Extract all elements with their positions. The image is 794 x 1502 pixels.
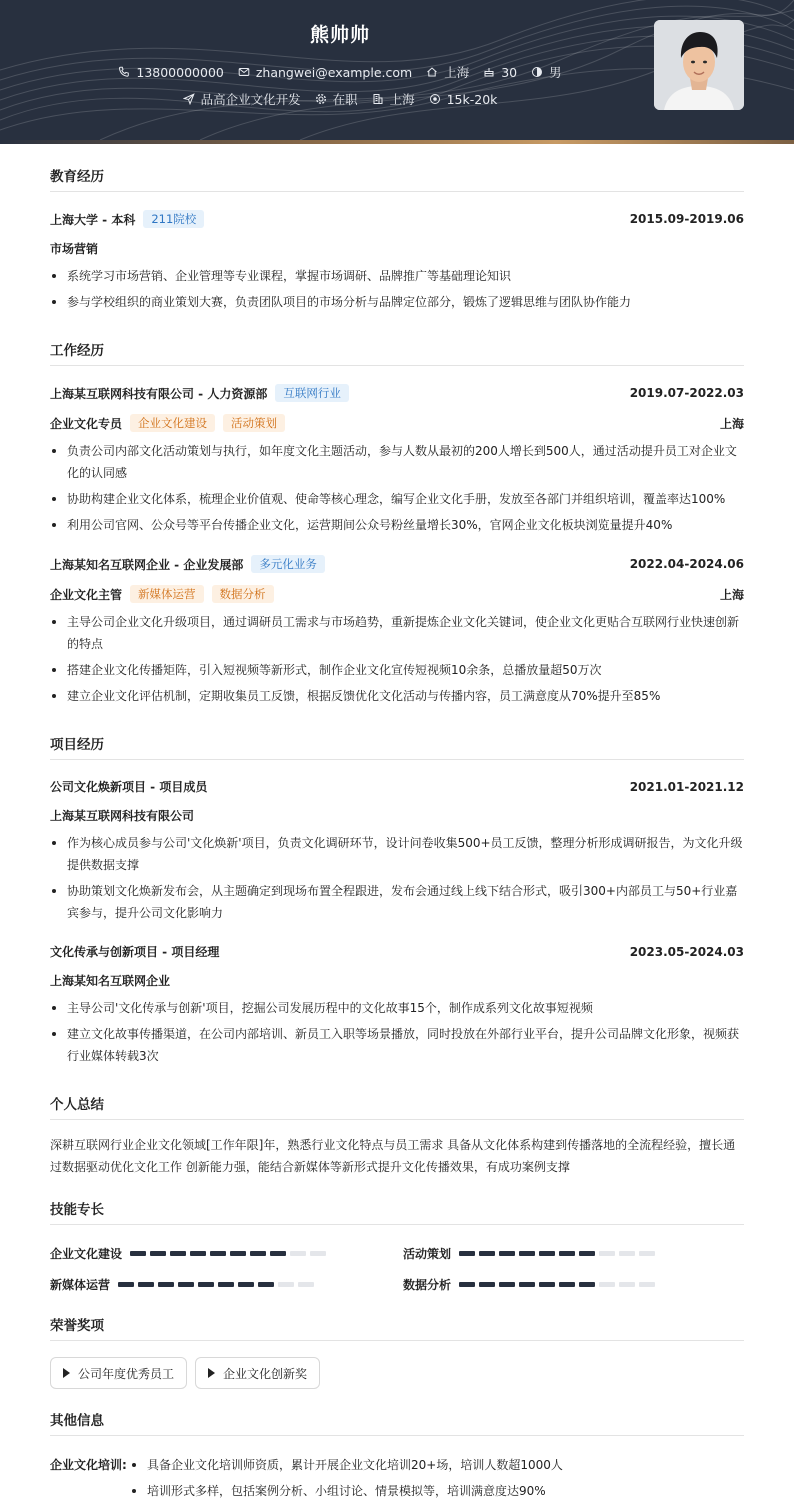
candidate-name: 熊帅帅 [309,24,370,46]
education-period: 2015.09-2019.06 [629,212,744,226]
status-item [315,90,358,108]
skill-level-segment [130,1251,146,1256]
age-item [483,65,517,80]
skill-level-segment [479,1282,495,1287]
skill-level-segment [298,1282,314,1287]
skills-section [50,1198,744,1293]
job-city: 上海 [719,416,744,431]
skill-level-segment [619,1282,635,1287]
send-icon [183,93,195,105]
skill-level-segment [539,1251,555,1256]
skill-tag: 企业文化建设 [130,414,215,432]
skill-level-segment [150,1251,166,1256]
job-role-row [50,414,744,432]
coin-icon [429,93,441,105]
section-title-projects: 项目经历 [50,733,744,760]
skills-grid [50,1245,744,1293]
skill-level-segment [579,1251,595,1256]
salary-item [429,92,498,107]
skill-level-segment [499,1251,515,1256]
list-item: 利用公司官网、公众号等平台传播企业文化，运营期间公众号粉丝量增长30%，官网企业文化板块浏览量提升40% [50,514,744,536]
section-title-skills: 技能专长 [50,1198,744,1225]
list-item: 建立企业文化评估机制，定期收集员工反馈，根据反馈优化文化活动与传播内容，员工满意度从70%提升至85% [50,685,744,707]
skill-level-bar [130,1251,330,1256]
skill-level-bar [459,1282,659,1287]
position-item [183,90,301,108]
mail-icon [238,66,250,78]
skill-level-segment [138,1282,154,1287]
skill-level-segment [210,1251,226,1256]
gender-item [531,63,562,81]
play-triangle-icon [63,1368,70,1378]
skill-level-segment [230,1251,246,1256]
job-role: 企业文化专员 [50,416,123,431]
major-name: 市场营销 [50,242,99,256]
list-item: 培训形式多样，包括案例分析、小组讨论、情景模拟等，培训满意度达90% [130,1480,563,1502]
list-item: 搭建企业文化传播矩阵，引入短视频等新形式，制作企业文化宣传短视频10余条，总播放量超50万次 [50,659,744,681]
skill-item [403,1276,744,1293]
avatar [654,20,744,110]
phone-text: 13800000000 [136,64,224,80]
cake-icon [483,66,495,78]
phone-icon [118,66,130,78]
work-city-text: 上海 [389,92,415,107]
location-text: 上海 [444,65,470,80]
skill-level-segment [599,1251,615,1256]
skill-tag: 数据分析 [212,585,274,603]
skill-level-segment [479,1251,495,1256]
skill-item [50,1245,403,1262]
job-role-row [50,585,744,603]
project-org-row [50,972,744,989]
other-label: 企业文化培训: [50,1458,127,1472]
job-bullets [50,440,744,536]
skill-level-segment [499,1282,515,1287]
school-tag: 211院校 [143,210,204,228]
skill-level-segment [559,1282,575,1287]
other-row [50,1454,744,1502]
resume-header [0,0,794,140]
skill-level-segment [238,1282,254,1287]
list-item: 协助策划文化焕新发布会，从主题确定到现场布置全程跟进，发布会通过线上线下结合形式，吸引300+内部员工与50+行业嘉宾参与，提升公司文化影响力 [50,880,744,924]
skill-level-segment [118,1282,134,1287]
award-name: 公司年度优秀员工 [78,1366,175,1381]
summary-section [50,1093,744,1178]
job-header [50,555,744,573]
award-badge [50,1357,187,1389]
list-item: 建立文化故事传播渠道，在公司内部培训、新员工入职等场景播放，同时投放在外部行业平台，提升公司品牌文化形象，视频获行业媒体转载3次 [50,1023,744,1067]
education-section [50,165,744,313]
skill-level-bar [459,1251,659,1256]
job-company: 上海某互联网科技有限公司 - 人力资源部 [50,386,268,401]
job-header [50,384,744,402]
status-text: 在职 [332,92,358,107]
skill-level-segment [519,1282,535,1287]
skill-level-segment [218,1282,234,1287]
play-triangle-icon [208,1368,215,1378]
skill-level-segment [639,1282,655,1287]
skill-level-segment [170,1251,186,1256]
list-item: 参与学校组织的商业策划大赛，负责团队项目的市场分析与品牌定位部分，锻炼了逻辑思维与团队协作能力 [50,291,744,313]
project-period: 2021.01-2021.12 [629,779,744,794]
age-text: 30 [501,64,518,80]
building-icon [372,93,384,105]
skill-name: 新媒体运营 [50,1278,111,1292]
section-title-education: 教育经历 [50,165,744,192]
skill-name: 数据分析 [403,1278,452,1292]
skill-level-bar [118,1282,318,1287]
skill-level-segment [559,1251,575,1256]
email-text: zhangwei@example.com [255,64,413,80]
other-bullets [130,1454,563,1502]
project-name: 文化传承与创新项目 - 项目经理 [50,945,220,959]
skill-tag: 活动策划 [223,414,285,432]
skill-level-segment [459,1282,475,1287]
skill-item [403,1245,744,1262]
list-item: 协助构建企业文化体系，梳理企业价值观、使命等核心理念，编写企业文化手册，发放至各部门并组织培训，覆盖率达100% [50,488,744,510]
list-item: 具备企业文化培训师资质，累计开展企业文化培训20+场，培训人数超1000人 [130,1454,563,1476]
position-text: 品高企业文化开发 [200,92,301,107]
section-title-summary: 个人总结 [50,1093,744,1120]
project-header [50,943,744,960]
awards-list [50,1357,744,1389]
skill-level-segment [158,1282,174,1287]
gender-text: 男 [549,65,562,80]
skill-level-segment [579,1282,595,1287]
job-period: 2022.04-2024.06 [629,557,744,571]
skill-name: 活动策划 [403,1247,452,1261]
skill-level-segment [519,1251,535,1256]
skill-level-segment [178,1282,194,1287]
summary-text: 深耕互联网行业企业文化领域[工作年限]年，熟悉行业文化特点与员工需求 具备从文化体系构建到传播落地的全流程经验，擅长通过数据驱动优化文化工作 创新能力强，能结合新媒体等新形式提升文化传播效果，有成功案例支撑 [50,1138,736,1174]
salary-text: 15k-20k [446,91,498,107]
email-item [238,65,412,80]
project-header [50,778,744,795]
education-header [50,210,744,228]
list-item: 主导公司'文化传承与创新'项目，挖掘公司发展历程中的文化故事15个，制作成系列文化故事短视频 [50,997,744,1019]
school-name: 上海大学 - 本科 [50,212,136,227]
list-item: 作为核心成员参与公司'文化焕新'项目，负责文化调研环节，设计问卷收集500+员工反馈，整理分析形成调研报告，为文化升级提供数据支撑 [50,832,744,876]
skill-name: 企业文化建设 [50,1247,123,1261]
education-bullets [50,265,744,313]
projects-section [50,733,744,1067]
skill-item [50,1276,403,1293]
skill-level-segment [599,1282,615,1287]
section-title-work: 工作经历 [50,339,744,366]
list-item: 负责公司内部文化活动策划与执行，如年度文化主题活动，参与人数从最初的200人增长到500人，通过活动提升员工对企业文化的认同感 [50,440,744,484]
skill-level-segment [258,1282,274,1287]
job-period: 2019.07-2022.03 [629,386,744,400]
list-item: 主导公司企业文化升级项目，通过调研员工需求与市场趋势，重新提炼企业文化关键词，使企业文化更贴合互联网行业快速创新的特点 [50,611,744,655]
project-name: 公司文化焕新项目 - 项目成员 [50,780,208,794]
location-item [426,63,469,81]
industry-tag: 互联网行业 [275,384,349,402]
project-period: 2023.05-2024.03 [629,944,744,959]
work-city-item [372,90,415,108]
job-role: 企业文化主管 [50,587,123,602]
project-org: 上海某互联网科技有限公司 [50,809,195,823]
skill-level-segment [250,1251,266,1256]
industry-tag: 多元化业务 [251,555,325,573]
skill-level-segment [290,1251,306,1256]
phone-item [118,65,223,80]
skill-tag: 新媒体运营 [130,585,204,603]
other-section [50,1409,744,1502]
skill-level-segment [278,1282,294,1287]
skill-level-segment [190,1251,206,1256]
project-org-row [50,807,744,824]
section-title-other: 其他信息 [50,1409,744,1436]
section-title-awards: 荣誉奖项 [50,1314,744,1341]
skill-level-segment [198,1282,214,1287]
skill-level-segment [619,1251,635,1256]
avatar-illustration [654,20,744,110]
skill-level-segment [459,1251,475,1256]
list-item: 系统学习市场营销、企业管理等专业课程，掌握市场调研、品牌推广等基础理论知识 [50,265,744,287]
skill-level-segment [639,1251,655,1256]
awards-section [50,1314,744,1389]
work-section [50,339,744,707]
major-row [50,240,744,257]
gear-icon [315,93,327,105]
project-org: 上海某知名互联网企业 [50,974,171,988]
award-badge [195,1357,320,1389]
project-bullets [50,832,744,924]
project-bullets [50,997,744,1067]
award-name: 企业文化创新奖 [223,1366,308,1381]
job-bullets [50,611,744,707]
job-company: 上海某知名互联网企业 - 企业发展部 [50,557,244,572]
skill-level-segment [539,1282,555,1287]
job-city: 上海 [719,587,744,602]
skill-level-segment [310,1251,326,1256]
job-intent-row [0,90,680,108]
contact-row [0,63,680,81]
gender-icon [531,66,543,78]
resume-body [50,144,744,1502]
home-icon [426,66,438,78]
skill-level-segment [270,1251,286,1256]
